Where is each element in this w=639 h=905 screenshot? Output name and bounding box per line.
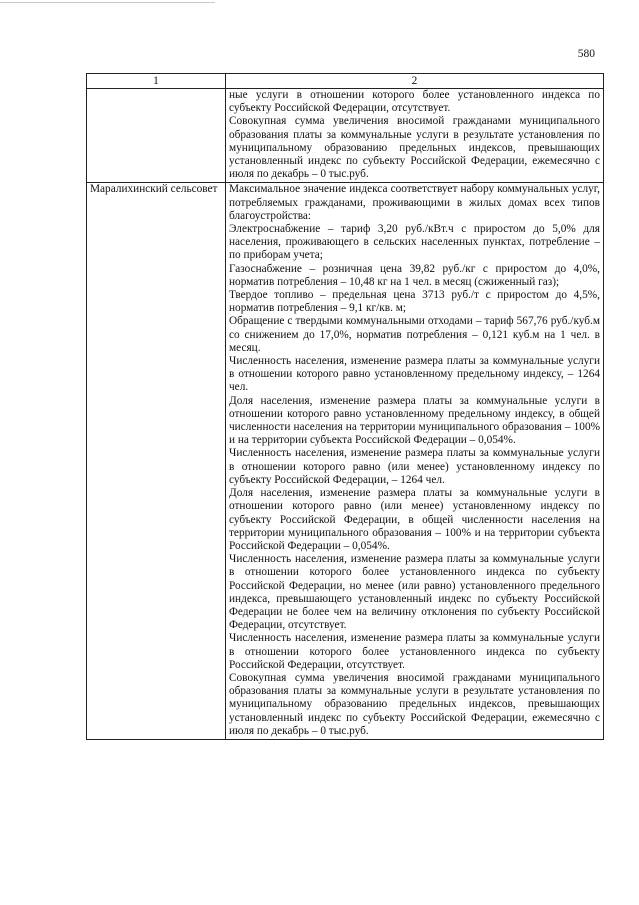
content-cell [226, 183, 604, 740]
column-header: 2 [226, 74, 604, 89]
paragraph: Доля населения, изменение размера платы за коммунальные услуги в отношении которого равно (или менее) установленному индексу по субъекту Российской Федерации, в общей численности населения на территории муниципального образования – 100% и на территории субъекта Российской Федерации – 0,054%. [229, 487, 600, 552]
column-header: 1 [87, 74, 226, 89]
municipality-cell [87, 89, 226, 183]
paragraph: Электроснабжение – тариф 3,20 руб./кВт.ч с приростом до 5,0% для населения, проживающего в сельских населенных пунктах, потребление – по приборам учета; [229, 223, 600, 262]
paragraph: Максимальное значение индекса соответствует набору коммунальных услуг, потребляемых гражданами, проживающими в жилых домах всех типов благоустройства: [229, 183, 600, 222]
paragraph: Твердое топливо – предельная цена 3713 руб./т с приростом до 4,5%, норматив потребления – 9,1 кг/кв. м; [229, 289, 600, 315]
content-cell [226, 89, 604, 183]
paragraph: Численность населения, изменение размера платы за коммунальные услуги в отношении которого равно (или менее) установленному индексу по субъекту Российской Федерации, – 1264 чел. [229, 447, 600, 486]
paragraph: ные услуги в отношении которого более установленного индекса по субъекту Российской Федерации, отсутствует. [229, 89, 600, 115]
paragraph: Газоснабжение – розничная цена 39,82 руб./кг с приростом до 4,0%, норматив потребления – 10,48 кг на 1 чел. в месяц (сжиженный газ); [229, 262, 600, 288]
page-number: 580 [577, 48, 595, 60]
municipality-cell: Маралихинский сельсовет [87, 183, 226, 740]
paragraph: Численность населения, изменение размера платы за коммунальные услуги в отношении которого более установленного индекса по субъекту Российской Федерации, но менее (или равно) установленного предельного индекса, превышающего установленный индекс по субъекту Российской Федерации не более чем на величину отклонения по субъекту Российской Федерации, отсутствует. [229, 553, 600, 632]
paragraph: Обращение с твердыми коммунальными отходами – тариф 567,76 руб./куб.м со снижением до 17,0%, норматив потребления – 0,121 куб.м на 1 чел. в месяц. [229, 315, 600, 354]
paragraph: Совокупная сумма увеличения вносимой гражданами муниципального образования платы за коммунальные услуги в результате установления по муниципальному образованию предельных индексов, превышающих установленный индекс по субъекту Российской Федерации, ежемесячно с июля по декабрь – 0 тыс.руб. [229, 671, 600, 737]
table-row [87, 89, 604, 183]
paragraph: Совокупная сумма увеличения вносимой гражданами муниципального образования платы за коммунальные услуги в результате установления по муниципальному образованию предельных индексов, превышающих установленный индекс по субъекту Российской Федерации, ежемесячно с июля по декабрь – 0 тыс.руб. [229, 115, 600, 181]
paragraph: Численность населения, изменение размера платы за коммунальные услуги в отношении которого равно установленному предельному индексу, – 1264 чел. [229, 355, 600, 394]
table-header-row [87, 74, 604, 89]
table-row [87, 183, 604, 740]
paragraph: Численность населения, изменение размера платы за коммунальные услуги в отношении которого более установленного индекса по субъекту Российской Федерации, отсутствует. [229, 632, 600, 671]
document-table [86, 73, 604, 740]
top-rule [0, 2, 215, 3]
paragraph: Доля населения, изменение размера платы за коммунальные услуги в отношении которого равно установленному предельному индексу, в общей численности населения на территории муниципального образования – 100% и на территории субъекта Российской Федерации – 0,054%. [229, 394, 600, 447]
